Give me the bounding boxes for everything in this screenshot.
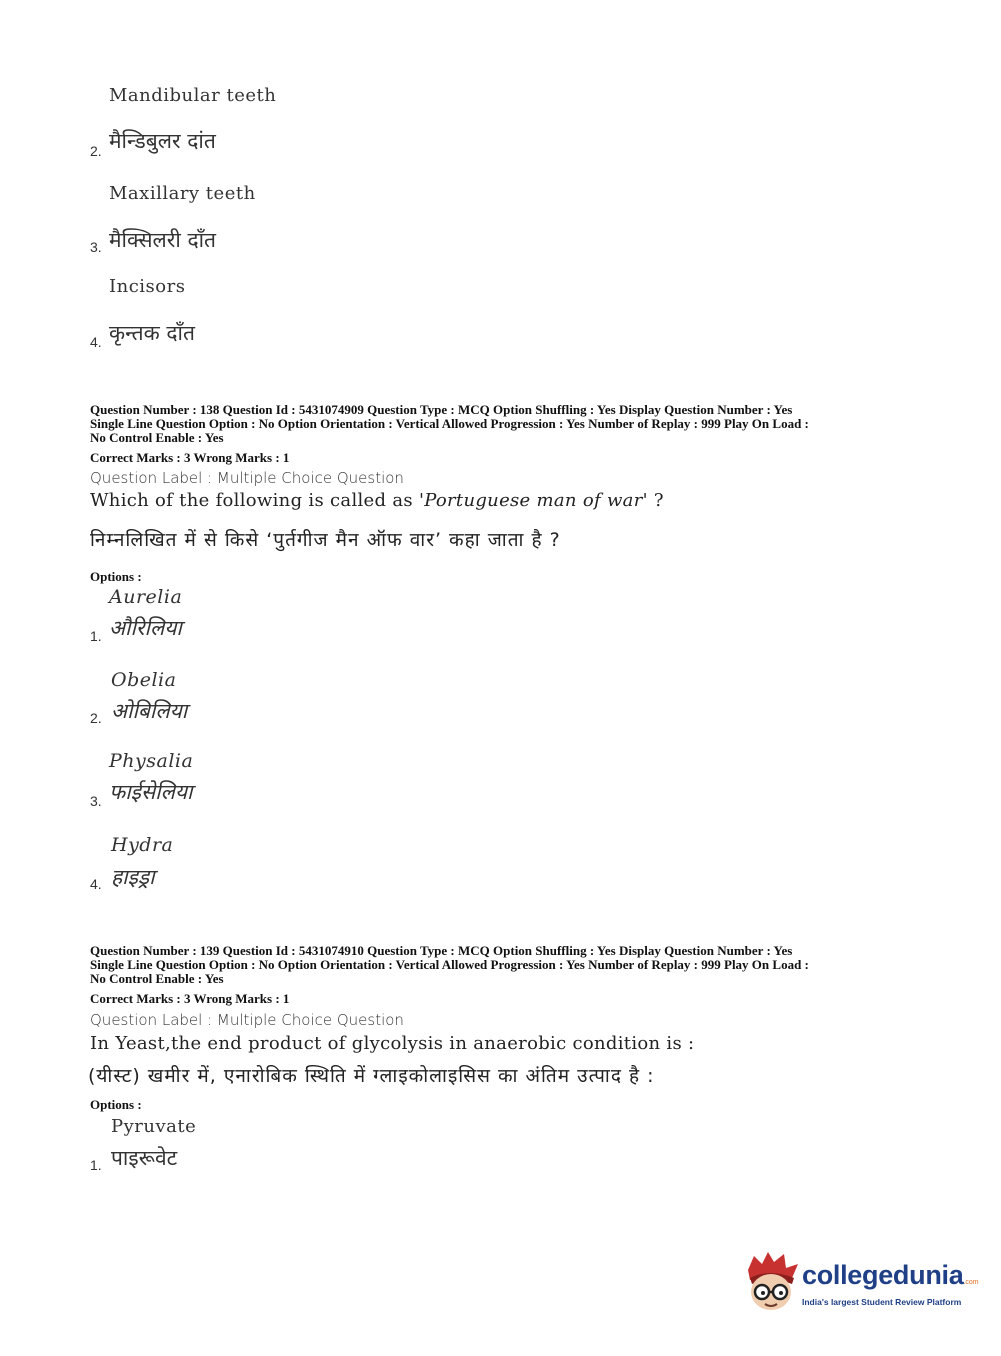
question-text-suffix: ? — [647, 490, 664, 511]
question-marks: Correct Marks : 3 Wrong Marks : 1 — [90, 991, 290, 1006]
question-text: In Yeast,the end product of glycolysis in anaerobic condition is : — [90, 1033, 695, 1054]
option-3-number: 3. — [90, 239, 102, 255]
option-4-hindi: कृन्तक दाँत — [109, 321, 195, 345]
brand-domain: .com — [963, 1279, 979, 1286]
option-4-english: Incisors — [109, 276, 186, 297]
question-meta-line-2: Single Line Question Option : No Option Orientation : Vertical Allowed Progression : Yes Number of Replay : 999 Play On Load : — [90, 957, 809, 972]
question-text — [90, 490, 664, 511]
question-meta-line-3: No Control Enable : Yes — [90, 971, 224, 986]
question-text-prefix: Which of the following is called as — [90, 490, 419, 511]
option-2-number: 2. — [90, 143, 102, 159]
question-text-italic: 'Portuguese man of war' — [418, 490, 648, 511]
option-3-english: Maxillary teeth — [109, 183, 256, 204]
option-4-number: 4. — [90, 334, 102, 350]
question-meta-line-1: Question Number : 139 Question Id : 5431074910 Question Type : MCQ Option Shuffling : Yes Display Question Number : Yes — [90, 943, 793, 958]
option-1-hindi: पाइरूवेट — [111, 1146, 178, 1170]
option-4-hindi: हाइड्रा — [111, 865, 155, 889]
option-3-hindi: मैक्सिलरी दाँत — [109, 228, 217, 252]
option-3-english: Physalia — [109, 750, 194, 772]
options-label: Options : — [90, 1097, 142, 1112]
options-label: Options : — [90, 569, 142, 584]
question-meta-line-2: Single Line Question Option : No Option Orientation : Vertical Allowed Progression : Yes Number of Replay : 999 Play On Load : — [90, 416, 809, 431]
option-1-english: Aurelia — [109, 586, 183, 608]
option-3-hindi: फाईसेलिया — [109, 780, 193, 804]
option-1-english: Pyruvate — [111, 1116, 197, 1137]
option-1-hindi: औरिलिया — [109, 616, 182, 640]
option-2-hindi: ओबिलिया — [111, 699, 188, 723]
brand-wordmark — [802, 1260, 979, 1291]
option-2-number: 2. — [90, 710, 102, 726]
question-marks: Correct Marks : 3 Wrong Marks : 1 — [90, 450, 290, 465]
question-text-hindi: (यीस्ट) खमीर में, एनारोबिक स्थिति में ग्लाइकोलाइसिस का अंतिम उत्पाद है : — [88, 1065, 655, 1087]
option-3-number: 3. — [90, 793, 102, 809]
option-4-english: Hydra — [111, 834, 174, 856]
question-meta-line-1: Question Number : 138 Question Id : 5431074909 Question Type : MCQ Option Shuffling : Yes Display Question Number : Yes — [90, 402, 793, 417]
option-2-english: Obelia — [111, 669, 177, 691]
option-1-number: 1. — [90, 1157, 102, 1173]
question-label: Question Label : Multiple Choice Question — [90, 469, 404, 487]
option-2-hindi: मैन्डिबुलर दांत — [109, 129, 216, 153]
option-1-number: 1. — [90, 628, 102, 644]
option-4-number: 4. — [90, 876, 102, 892]
brand-tagline: India's largest Student Review Platform — [802, 1297, 962, 1307]
question-text-hindi: निम्नलिखित में से किसे ‘पुर्तगीज मैन ऑफ वार’ कहा जाता है ? — [90, 529, 561, 551]
question-meta-line-3: No Control Enable : Yes — [90, 430, 224, 445]
question-label: Question Label : Multiple Choice Question — [90, 1011, 404, 1029]
collegedunia-watermark — [740, 1248, 979, 1316]
brand-name: collegedunia — [802, 1260, 964, 1290]
mascot-logo-icon — [740, 1248, 802, 1314]
option-2-english: Mandibular teeth — [109, 85, 277, 106]
